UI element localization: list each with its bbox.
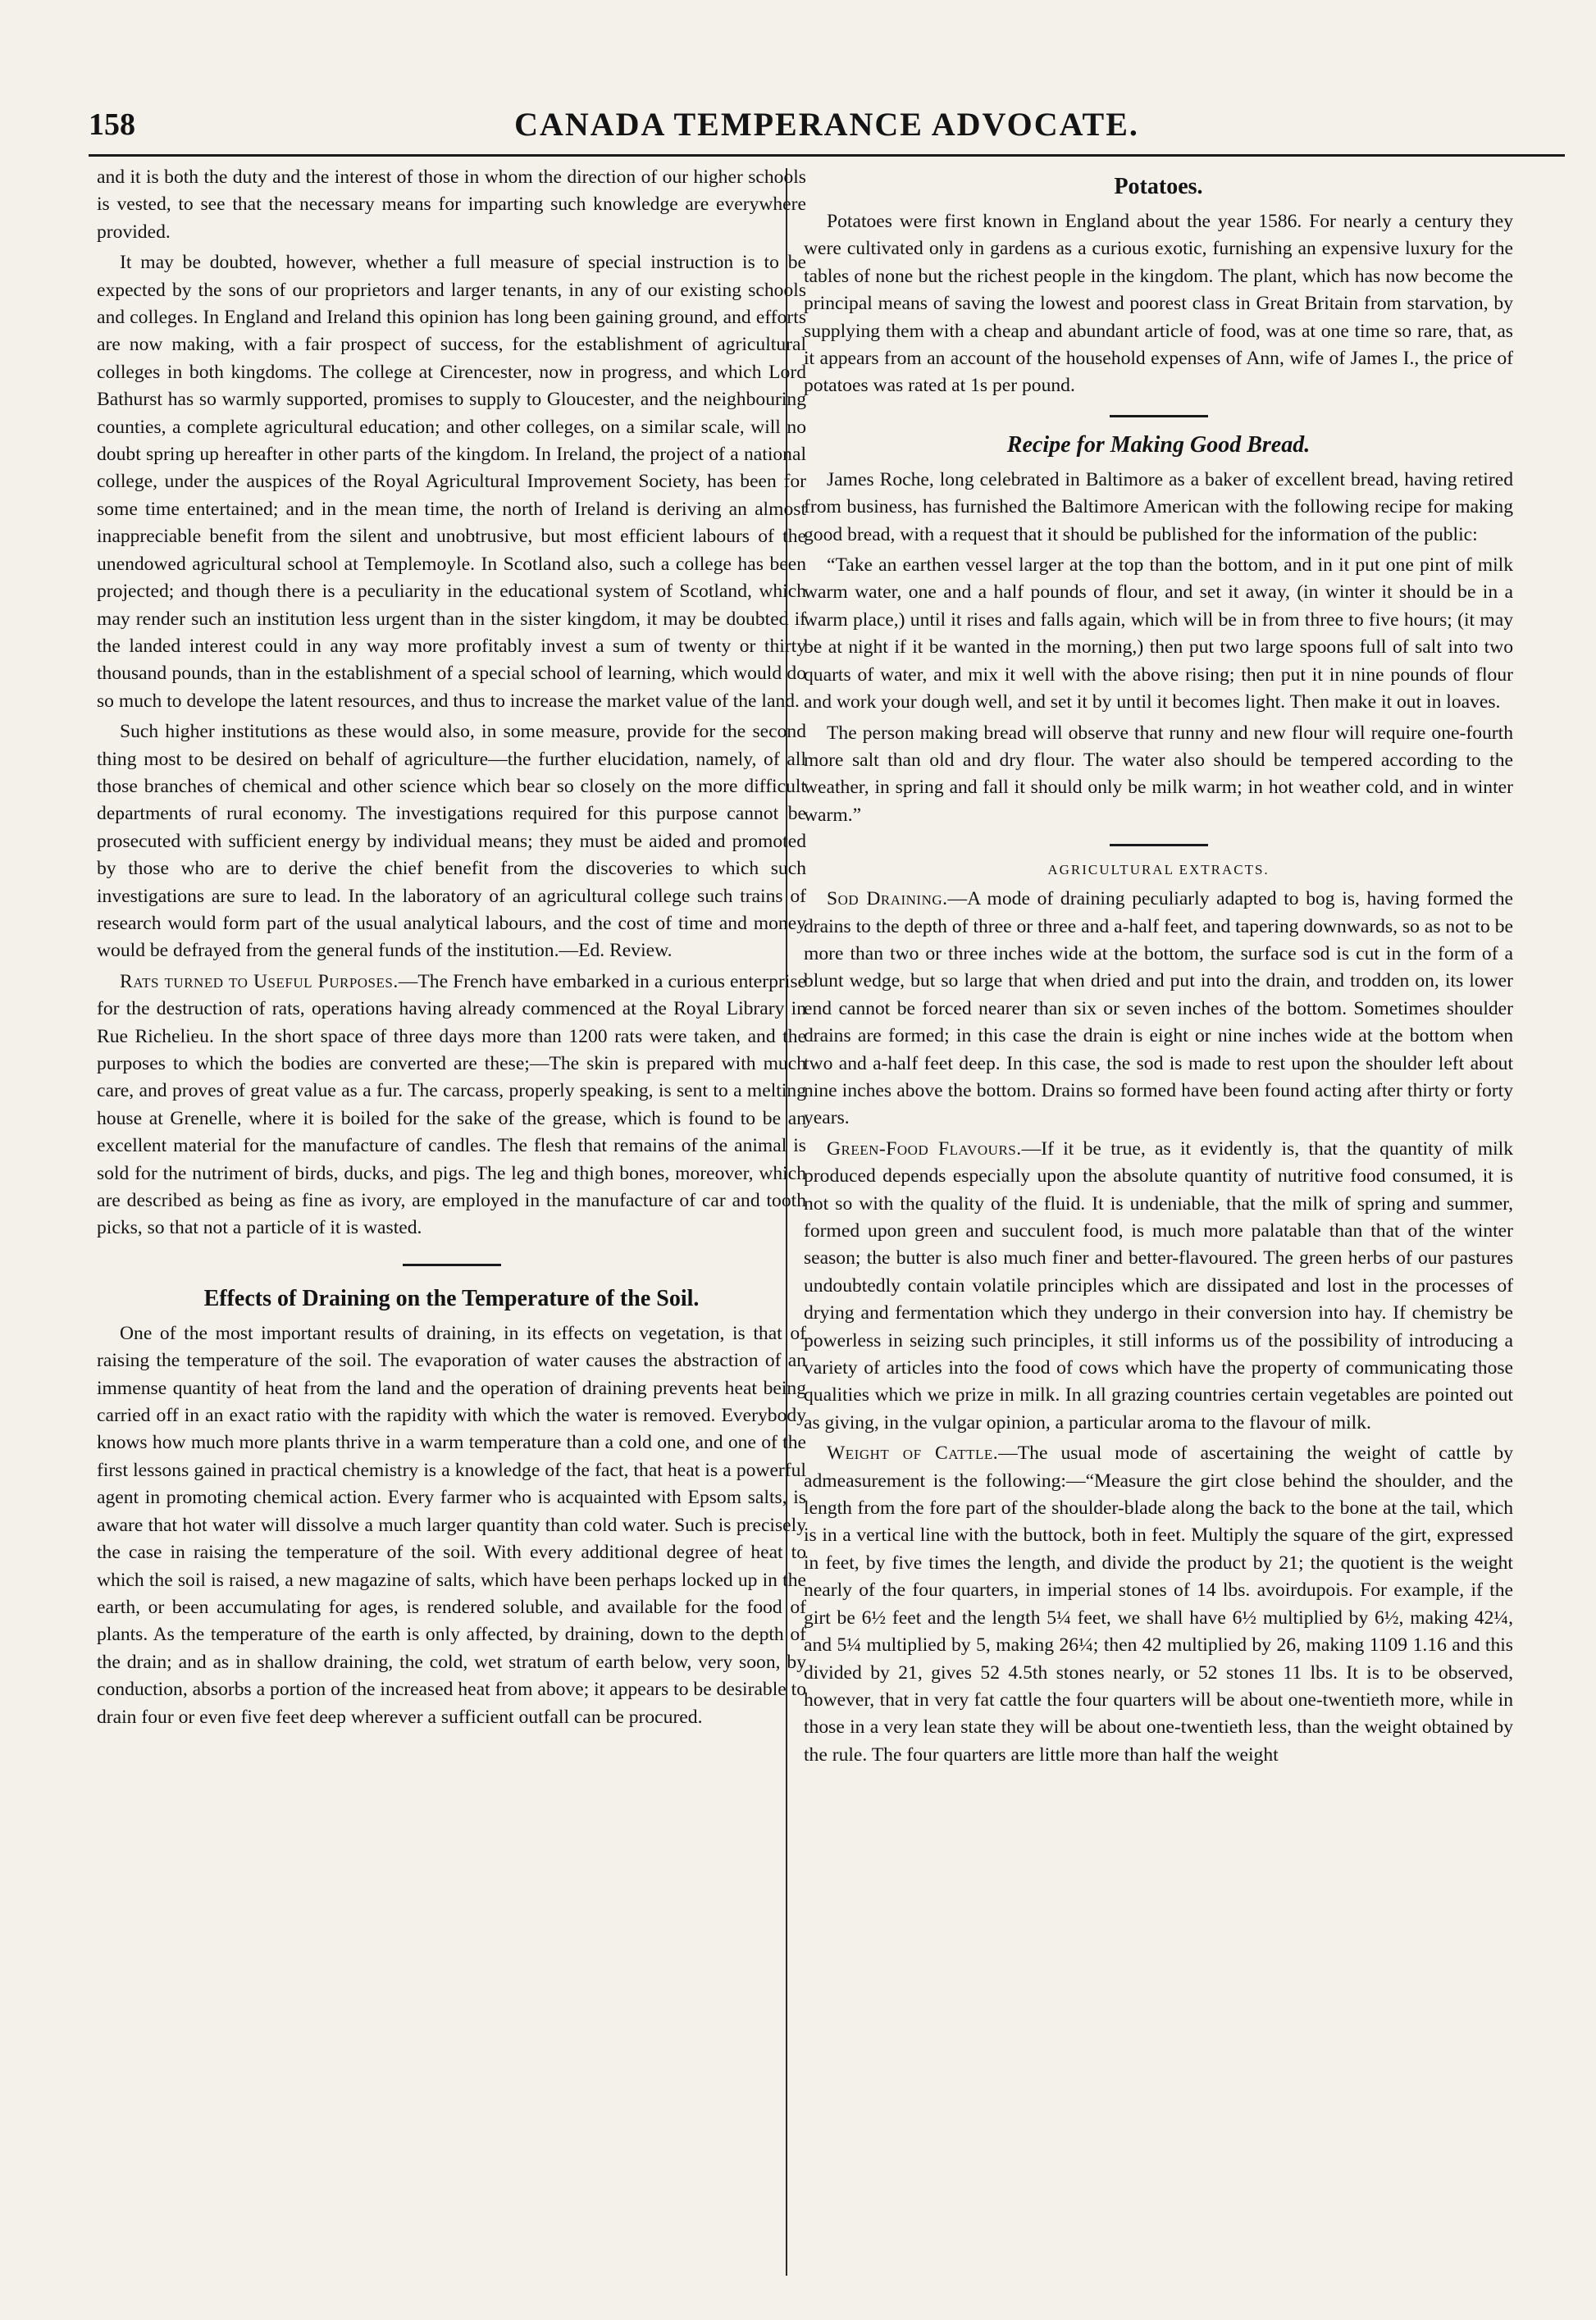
section-rule	[403, 1264, 501, 1266]
draining-article: One of the most important results of draining, in its effects on vegetation, is that of raising the temperature of the soil. The evaporation of water causes the abstraction of an immense quantity of heat from the land and the operation of draining prevents heat being carried off in an exact ratio with the rapidity with which the water is removed. Everybody knows how much more plants thrive in a warm temperature than a cold one, and one of the first lessons gained in practical chemistry is a knowledge of the fact, that heat is a powerful agent in promoting chemical action. Every farmer who is acquainted with Epsom salts, is aware that hot water will dissolve a much larger quantity than cold water. Such is precisely the case in raising the temperature of the soil. With every additional degree of heat to which the soil is raised, a new magazine of salts, which have been perhaps locked up in the earth, or been accumulating for ages, is rendered soluble, and available for the food of plants. As the temperature of the earth is only affected, by draining, down to the depth of the drain; and as in shallow draining, the cold, wet stratum of earth below, very soon, by conduction, absorbs a portion of the increased heat from above; it appears to be desirable to drain four or even five feet deep wherever a sufficient outfall can be procured.	[97, 1322, 806, 1728]
green-body: —If it be true, as it evidently is, that the quantity of milk produced depends especially upon the absolute quantity of nutritive food consumed, it is not so with the quality of the fluid. It is undeniable, that the milk of spring and summer, formed upon green and succulent food, is much more palatable than that of the winter season; the butter is also much finer and better-flavoured. The green herbs of our pastures undoubtedly contain volatile principles which are dissipated and lost in the processes of drying and fermentation which they undergo in their conversion into hay. If chemistry be powerless in seizing such principles, it still informs us of the possibility of introducing a variety of articles into the food of cows which have the property of communicating those qualities which we prize in milk. In all grazing countries certain vegetables are pointed out as giving, in the vulgar opinion, a particular aroma to the flavour of milk.	[804, 1137, 1513, 1433]
green-food-article	[804, 1136, 1513, 1437]
higher-institutions-paragraph: Such higher institutions as these would also, in some measure, provide for the second thing most to be desired on behalf of agriculture—the further elucidation, namely, of all those branches of chemical and other science which bear so closely on the more difficult departments of rural economy. The investigations required for this purpose cannot be prosecuted with sufficient energy by individual means; they must be aided and promoted by those who are to derive the chief benefit from the discoveries to which such investigations are sure to lead. In the laboratory of an agricultural college such trains of research would form part of the usual analytical labours, and the cost of time and money would be defrayed from the general funds of the institution.—Ed. Review.	[97, 721, 806, 962]
draining-heading: Effects of Draining on the Temperature of the Soil.	[203, 1285, 700, 1311]
page-header	[89, 97, 1565, 157]
weight-of-cattle-article	[804, 1440, 1513, 1769]
bread-intro: James Roche, long celebrated in Baltimore as a baker of excellent bread, having retired from business, has furnished the Baltimore American with the following recipe for making good bread, with a request that it should be published for the information of the public:	[804, 468, 1513, 545]
sod-lead: Sod Draining.	[827, 888, 948, 910]
running-title: CANADA TEMPERANCE ADVOCATE.	[514, 106, 1139, 143]
rats-lead: Rats turned to Useful Purposes.	[120, 970, 399, 992]
section-rule	[1110, 415, 1208, 417]
education-paragraph-end: and it is both the duty and the interest of those in whom the direction of our higher schools is vested, to see that the necessary means for imparting such knowledge are everywhere provided.	[97, 166, 806, 243]
sod-draining-article	[804, 886, 1513, 1133]
bread-recipe-quote: “Take an earthen vessel larger at the top than the bottom, and in it put one pint of milk warm water, one and a half pounds of flour, and set it away, (in winter it should be in a warm place,) until it rises and falls again, which will be in from three to five hours; (it may be at night if it be wanted in the morning,) then put two large spoons full of salt into two quarts of water, and mix it well with the above rising; then put it in nine pounds of flour and work your dough well, and set it by until it becomes light. Then make it out in loaves.	[804, 554, 1513, 713]
section-rule	[1110, 844, 1208, 846]
bread-note: The person making bread will observe that runny and new flour will require one-fourth more salt than old and dry flour. The water also should be tempered according to the weather, in spring and fall it should only be milk warm; in hot weather cold, and in winter warm.”	[804, 722, 1513, 826]
left-column	[97, 164, 806, 2288]
page-number: 158	[89, 107, 135, 142]
bread-heading: Recipe for Making Good Bread.	[1006, 431, 1311, 458]
potatoes-article: Potatoes were first known in England about the year 1586. For nearly a century they were cultivated only in gardens as a curious exotic, furnishing an expensive luxury for the tables of none but the richest people in the kingdom. The plant, which has now become the principal means of saving the lowest and poorest class in Great Britain from starvation, by supplying them with a cheap and abundant article of food, was at one time so rare, that, as it appears from an account of the household expenses of Ann, wife of James I., the price of potatoes was rated at 1s per pound.	[804, 211, 1513, 397]
weight-lead: Weight of Cattle.	[827, 1443, 999, 1465]
right-column	[804, 164, 1513, 2288]
extracts-heading: AGRICULTURAL EXTRACTS.	[1047, 862, 1270, 878]
green-lead: Green-Food Flavours.	[827, 1137, 1022, 1160]
agricultural-colleges-paragraph: It may be doubted, however, whether a full measure of special instruction is to be expected by the sons of our proprietors and larger tenants, in any of our existing schools and colleges. In England and Ireland this opinion has long been gaining ground, and efforts are now making, with a fair prospect of success, for the establishment of agricultural colleges in both kingdoms. The college at Cirencester, now in progress, and which Lord Bathurst has so warmly supported, promises to supply to Gloucester, and the neighbouring counties, a complete agricultural education; and other colleges, on a similar scale, will no doubt spring up hereafter in other parts of the kingdom. In Ireland, the project of a national college, under the auspices of the Royal Agricultural Improvement Society, has been for some time entertained; and in the mean time, the north of Ireland is deriving an almost inappreciable benefit from the silent and unobtrusive, but most efficient labours of the unendowed agricultural school at Templemoyle. In Scotland also, such a college has been projected; and though there is a peculiarity in the educational system of Scotland, which may render such an institution less urgent than in the sister kingdom, it may be doubted if the landed interest could in any way more profitably invest a sum of twenty or thirty thousand pounds, than in the establishment of a special school of learning, which would do so much to develope the latent resources, and thus to increase the market value of the land.	[97, 252, 806, 712]
sod-body: —A mode of draining peculiarly adapted to bog is, having formed the drains to the depth of three or three and a-half feet, and tapering downwards, so as not to be more than two or three inches wide at the bottom, the surface sod is cut in the form of a blunt wedge, but so large that when dried and put into the drain, and trodden on, its lower end cannot be forced nearer than six or seven inches of the bottom. Sometimes shoulder drains are formed; in this case the drain is eight or nine inches wide at the bottom when two and a-half feet deep. In this case, the sod is made to rest upon the shoulder left about nine inches above the bottom. Drains so formed have been found acting after thirty or forty years.	[804, 888, 1513, 1129]
weight-body: —The usual mode of ascertaining the weight of cattle by admeasurement is the following:—“Measure the girt close behind the shoulder, and the length from the fore part of the shoulder-blade along the back to the bone at the tail, which is in a vertical line with the buttock, both in feet. Multiply the square of the girt, expressed in feet, by five times the length, and divide the product by 21; the quotient is the weight nearly of the four quarters, in imperial stones of 14 lbs. avoirdupois. For example, if the girt be 6½ feet and the length 5¼ feet, we shall have 6½ multiplied by 6½, making 42¼, and 5¼ multiplied by 5, making 26¼; then 42 multiplied by 26, making 1109 1.16 and this divided by 21, gives 52 4.5th stones nearly, or 52 stones 11 lbs. It is to be observed, however, that in very fat cattle the four quarters will be about one-twentieth more, while in those in a very lean state they will be about one-twentieth less, than the weight obtained by the rule. The four quarters are little more than half the weight	[804, 1443, 1513, 1766]
rats-article	[97, 969, 806, 1242]
potatoes-heading: Potatoes.	[1114, 174, 1203, 199]
rats-body: —The French have embarked in a curious enterprise for the destruction of rats, operations having already commenced at the Royal Library in Rue Richelieu. In the short space of three days more than 1200 rats were taken, and the purposes to which the bodies are converted are these;—The skin is prepared with much care, and proves of great value as a fur. The carcass, properly speaking, is sent to a melting house at Grenelle, where it is boiled for the sake of the grease, which is found to be an excellent material for the manufacture of candles. The flesh that remains of the animal is sold for the nutriment of birds, ducks, and pigs. The leg and thigh bones, moreover, which are described as being as fine as ivory, are employed in the manufacture of car and tooth picks, so that not a particle of it is wasted.	[97, 970, 806, 1239]
